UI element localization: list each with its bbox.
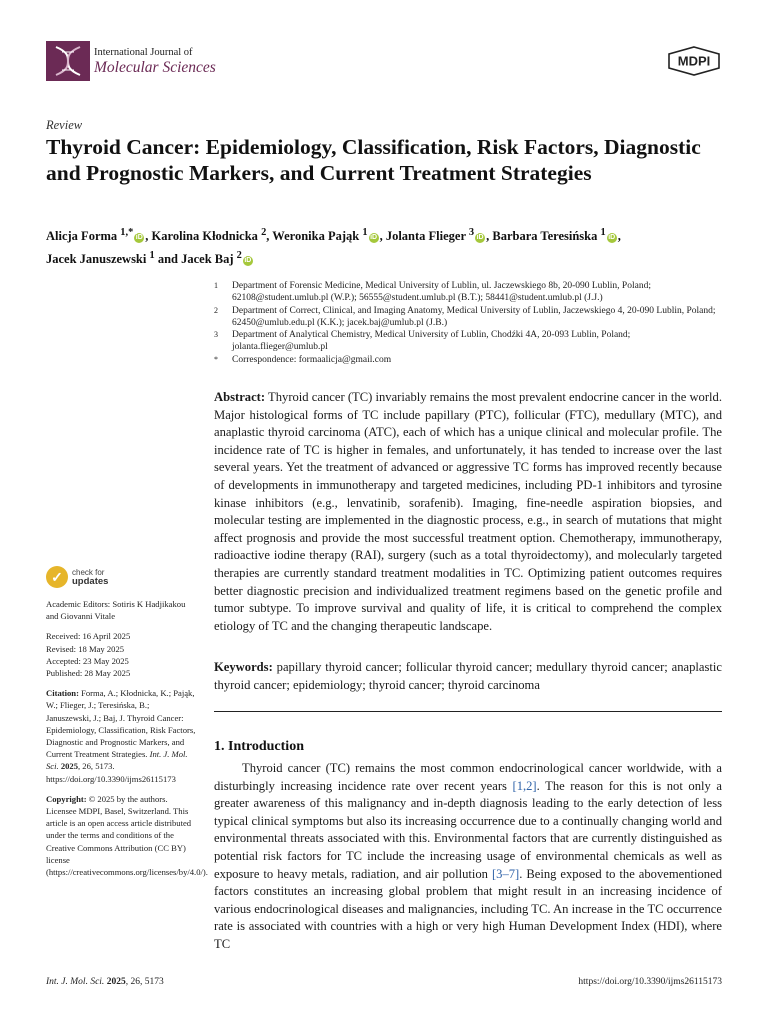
author-name: Jacek Januszewski	[46, 252, 147, 267]
copyright	[46, 793, 208, 878]
correspondence-text: Correspondence: formaalicja@gmail.com	[232, 354, 392, 365]
publisher-logo	[666, 46, 722, 81]
affiliation-text: Department of Forensic Medicine, Medical University of Lublin, ul. Jaczewskiego 8b, 20-090 Lublin, Poland; 62108@student.umlub.pl (W.P.); 56555@student.umlub.pl (B.T.); 58441@student.umlub.pl (J.J.)	[232, 281, 651, 304]
author-conjunction: and	[157, 252, 178, 267]
journal-logo	[46, 41, 90, 81]
footer-volume-page: , 26, 5173	[125, 977, 164, 987]
citation-journal: Int. J. Mol. Sci.	[46, 749, 188, 772]
publisher-logo-text: MDPI	[677, 53, 711, 69]
affiliation-text: Department of Analytical Chemistry, Medical University of Lublin, Chodźki 4A, 20-093 Lublin, Poland; jolanta.flieger@umlub.pl	[232, 330, 631, 353]
author-affiliation: 2	[236, 250, 242, 262]
keywords-label: Keywords:	[214, 660, 273, 674]
author-name: Jacek Baj	[181, 252, 234, 267]
check-for-updates-badge[interactable]	[46, 566, 108, 588]
orcid-icon[interactable]: iD	[135, 234, 143, 242]
author-affiliation: 1,*	[120, 227, 134, 238]
published-date: Published: 28 May 2025	[46, 668, 131, 679]
citation-text: Forma, A.; Kłodnicka, K.; Pająk, W.; Flieger, J.; Teresińska, B.; Januszewski, J.; Baj, J. Thyroid Cancer: Epidemiology, Classification, Risk Factors, Diagnostic and Prognostic Markers, and Current Treatment Strategies.	[46, 688, 196, 760]
author-name: Jolanta Flieger	[385, 229, 466, 244]
citation	[46, 687, 196, 785]
author-name: Barbara Teresińska	[492, 229, 598, 244]
check-updates-icon: ✓	[46, 566, 68, 588]
article-info-sidebar	[46, 598, 208, 878]
abstract	[214, 389, 722, 635]
journal-name	[94, 46, 216, 77]
keywords-text: papillary thyroid cancer; follicular thyroid cancer; medullary thyroid cancer; anaplastic thyroid cancer; epidemiology; thyroid cancer; thyroid carcinoma	[214, 660, 722, 692]
citation-rest[interactable]: , 26, 5173. https://doi.org/10.3390/ijms26115173	[46, 761, 176, 784]
author-affiliation: 3	[468, 227, 475, 238]
author-affiliation: 2	[261, 227, 267, 238]
orcid-icon[interactable]: iD	[244, 257, 252, 265]
footer-doi-link[interactable]: https://doi.org/10.3390/ijms26115173	[578, 977, 722, 987]
author-affiliation: 1	[149, 250, 155, 262]
author-name: Alicja Forma	[46, 229, 118, 244]
citation-year: 2025	[60, 761, 78, 772]
citation-link[interactable]: [3–7]	[491, 866, 520, 881]
affiliation-number: 3	[214, 330, 218, 340]
journal-name-line2: Molecular Sciences	[94, 59, 216, 76]
orcid-icon[interactable]: iD	[370, 234, 378, 242]
affiliations	[214, 280, 722, 366]
author-name: Weronika Pająk	[272, 229, 360, 244]
affiliation-number: 1	[214, 281, 218, 290]
author-list: Alicja Forma $^{1,*}$ iD , Karolina Kłodnicka $^2$, Weronika Pająk $^1$ iD , Jolanta Flieger $^3$ iD , Barbara Teresińska $^1$ iD , Jacek Januszewski $^1$ and Jacek Baj $^2$ iD	[46, 227, 621, 267]
section-divider	[214, 711, 722, 712]
academic-editors: Academic Editors: Sotiris K Hadjikakou and Giovanni Vitale	[46, 599, 186, 622]
article-title: Thyroid Cancer: Epidemiology, Classification, Risk Factors, Diagnostic and Prognostic Markers, and Current Treatment Strategies	[46, 135, 701, 185]
orcid-icon[interactable]: iD	[476, 234, 484, 242]
check-updates-line1: check for	[72, 568, 105, 577]
section-heading: 1. Introduction	[214, 739, 304, 754]
intro-text-part: Thyroid cancer (TC) remains the most common endocrinological cancer worldwide, with a disturbingly increasing incidence rate over recent years	[214, 761, 722, 793]
affiliation-item	[214, 329, 722, 354]
copyright-label: Copyright:	[46, 793, 87, 804]
author-name: Karolina Kłodnicka	[151, 229, 258, 244]
author-affiliation: 1	[600, 227, 606, 238]
copyright-text: © 2025 by the authors. Licensee MDPI, Basel, Switzerland. This article is an open access article distributed under the terms and conditions of the Creative Commons Attribution (CC BY) license (https://creativecommons.org/licenses/by/4.0/).	[46, 793, 208, 878]
citation-link[interactable]: [1,2]	[512, 778, 537, 793]
keywords	[214, 659, 722, 694]
intro-text-part: . The reason for this is not only a greater awareness of this malignancy and in-depth diagnosis leading to the early detection of less typical clinical symptoms but also its increasing occurrence due to a continually changing world and environmental threats associated with this. Environmental factors that are currently distinguished as potential risk factors for TC include the increasing usage of environmental chemicals as well as exposure to heavy metals, radiation, and air pollution	[214, 778, 722, 881]
footer-citation	[46, 977, 164, 987]
affiliation-item	[214, 354, 722, 366]
abstract-text: Thyroid cancer (TC) invariably remains the most prevalent endocrine cancer in the world. Major histological forms of TC include papillary (PTC), follicular (FTC), medullary (MTC), and anaplastic thyroid carcinoma (ATC), each of which has a unique clinical and molecular profile. The incidence rate of TC is higher in females, and unfortunately, it has tended to increase over the last several years. Yet the treatment of advanced or aggressive TC forms has improved recently because of developments in immunotherapy and targeted medicines, including PD-1 inhibitors and tyrosine kinase inhibitors (e.g., lenvatinib, sorafenib). Imaging, fine-needle aspiration biopsies, and molecular testing are implemented in the diagnostic process, e.g., in search of mutations that might affect prognosis and provide the most successful treatment option. Chemotherapy, immunotherapy, radioactive iodine therapy (RAI), surgery (such as a total thyroidectomy), and molecularly targeted therapies are currently standard treatment modalities in TC. Optimizing patient outcomes requires better diagnostic precision and individualized treatment regimens based on the genetic profile and tumor subtype. To improve survival and quality of life, it is critical to comprehend the complex etiology of TC and the changing therapeutic landscape.	[214, 390, 722, 633]
affiliation-item	[214, 280, 722, 305]
received-date: Received: 16 April 2025	[46, 631, 131, 642]
journal-name-line1: International Journal of	[94, 47, 193, 58]
affiliation-number: *	[214, 354, 218, 364]
footer-year: 2025	[106, 977, 126, 987]
article-type: Review	[46, 118, 83, 132]
abstract-label: Abstract:	[214, 390, 266, 404]
dna-helix-icon	[46, 41, 90, 81]
intro-text-part: . Being exposed to the abovementioned factors constitutes an increasing global problem that might result in an increasing incidence of various endocrinological diseases and malignancies, including TC. An increase in the TC occurrence rate is associated with countries with a high or very high Human Development Index (HDI), where TC	[214, 866, 722, 951]
introduction-paragraph	[214, 760, 722, 954]
affiliation-number: 2	[214, 305, 218, 315]
revised-date: Revised: 18 May 2025	[46, 643, 125, 654]
affiliation-text: Department of Correct, Clinical, and Imaging Anatomy, Medical University of Lublin, Jaczewskiego 4, 20-090 Lublin, Poland; 62450@umlub.edu.pl (K.K.); jacek.baj@umlub.pl (J.B.)	[232, 305, 716, 328]
affiliation-item	[214, 305, 722, 330]
citation-label: Citation:	[46, 688, 79, 699]
check-updates-line2: updates	[72, 576, 109, 587]
footer-journal: Int. J. Mol. Sci.	[46, 977, 105, 987]
orcid-icon[interactable]: iD	[608, 234, 616, 242]
accepted-date: Accepted: 23 May 2025	[46, 655, 129, 666]
author-affiliation: 1	[362, 227, 368, 238]
